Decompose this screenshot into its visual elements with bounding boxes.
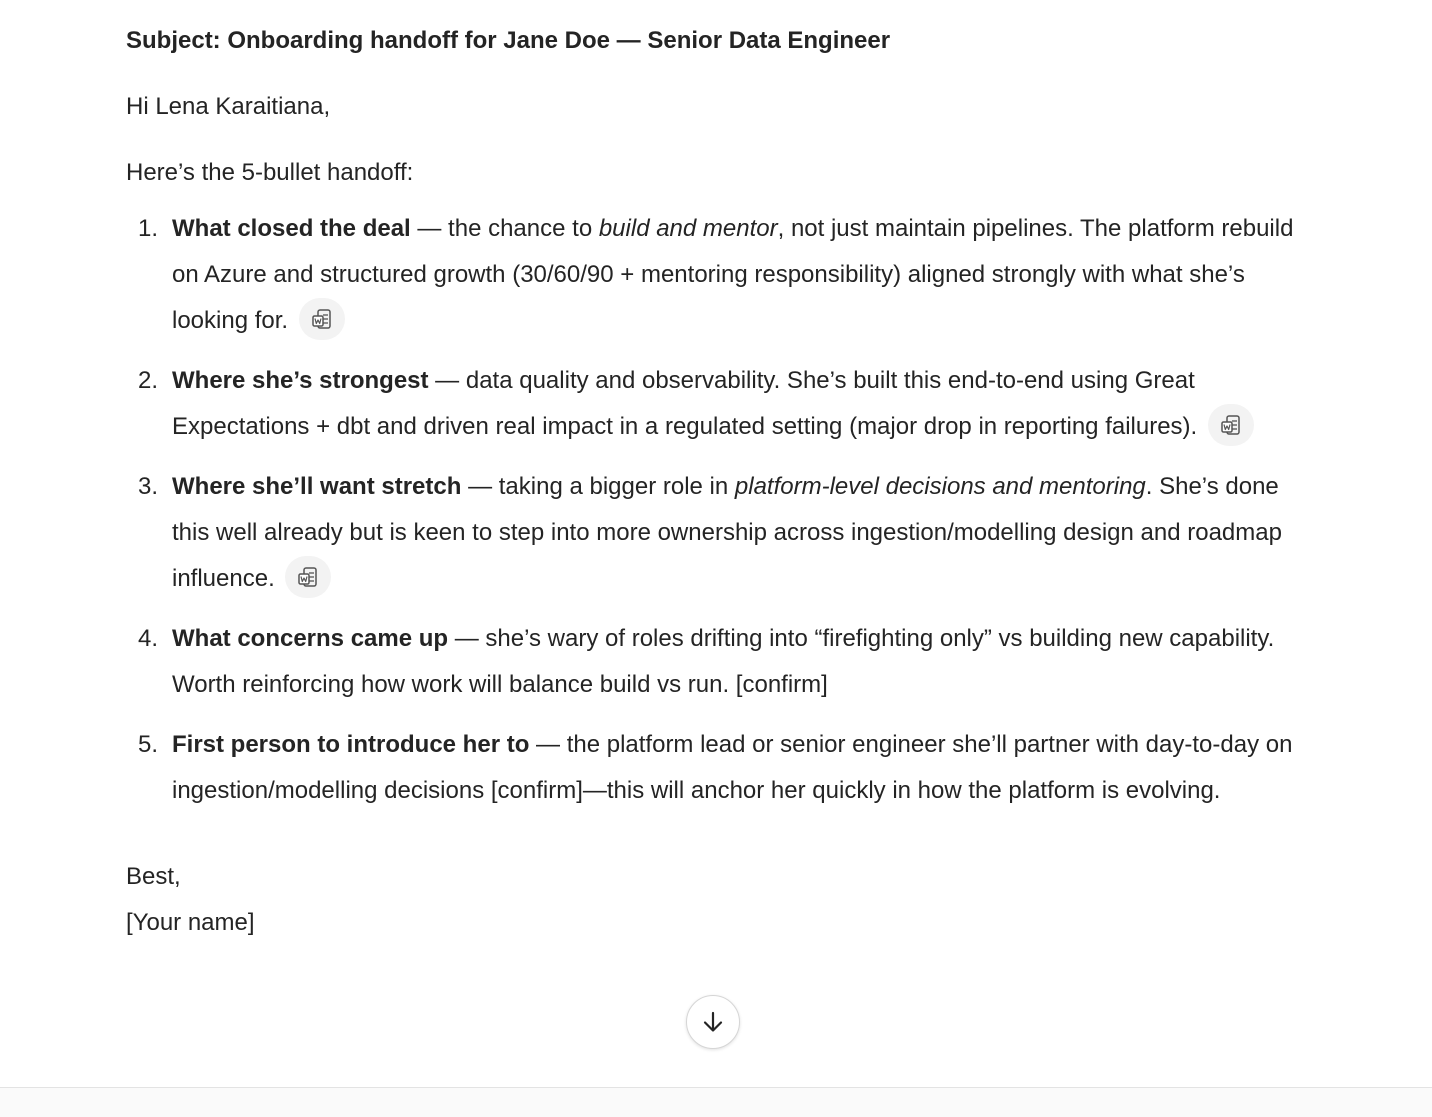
email-signoff-block <box>126 854 1296 946</box>
scroll-to-bottom-button[interactable] <box>686 995 740 1049</box>
email-signature: [Your name] <box>126 909 255 936</box>
list-item-number: 2. <box>138 367 159 394</box>
list-item <box>126 206 1296 344</box>
list-item <box>126 358 1296 450</box>
list-item-number: 4. <box>138 625 159 652</box>
list-item-number: 5. <box>138 731 159 758</box>
citation-button[interactable] <box>285 556 331 598</box>
list-item-heading: First person to introduce her to <box>172 731 530 758</box>
list-item-number: 1. <box>138 215 159 242</box>
arrow-down-icon <box>700 1009 726 1035</box>
list-item-text: — taking a bigger role in <box>461 473 735 500</box>
word-document-icon <box>311 308 333 330</box>
list-item-heading: Where she’s strongest <box>172 367 429 394</box>
email-greeting: Hi Lena Karaitiana, <box>126 93 331 120</box>
list-item-emphasis: build and mentor <box>598 215 778 242</box>
list-item <box>126 616 1296 708</box>
list-item <box>126 722 1296 814</box>
list-item-text: , not just maintain pipelines. The platform rebuild on Azure and structured growth (30/60/90 + mentoring responsibility) aligned strongly with what she’s looking for. <box>172 215 1294 334</box>
list-item <box>126 464 1296 602</box>
word-document-icon <box>1220 414 1242 436</box>
email-signoff: Best, <box>126 863 181 890</box>
list-item-text: — data quality and observability. She’s built this end-to-end using Great Expectations + dbt and driven real impact in a regulated setting (major drop in reporting failures). <box>172 367 1198 440</box>
list-item-heading: What concerns came up <box>172 625 449 652</box>
list-item-number: 3. <box>138 473 159 500</box>
list-item-heading: What closed the deal <box>172 215 411 242</box>
list-item-text: . She’s done this well already but is keen to step into more ownership across ingestion/modelling design and roadmap influence. <box>172 473 1282 592</box>
email-draft <box>126 22 1296 946</box>
list-item-heading: Where she’ll want stretch <box>172 473 462 500</box>
list-item-text: — the chance to <box>410 215 599 242</box>
word-document-icon <box>297 566 319 588</box>
email-subject: Subject: Onboarding handoff for Jane Doe — Senior Data Engineer <box>126 27 891 54</box>
composer-area <box>0 1088 1432 1117</box>
citation-button[interactable] <box>299 298 345 340</box>
list-item-emphasis: platform-level decisions and mentoring <box>734 473 1146 500</box>
list-item-text: — the platform lead or senior engineer she’ll partner with day-to-day on ingestion/modelling decisions [confirm]—this will anchor her quickly in how the platform is evolving. <box>172 731 1293 804</box>
email-intro: Here’s the 5-bullet handoff: <box>126 159 414 186</box>
handoff-list <box>126 206 1296 814</box>
list-item-text: — she’s wary of roles drifting into “firefighting only” vs building new capability. Worth reinforcing how work will balance build vs run. [confirm] <box>172 625 1275 698</box>
citation-button[interactable] <box>1208 404 1254 446</box>
